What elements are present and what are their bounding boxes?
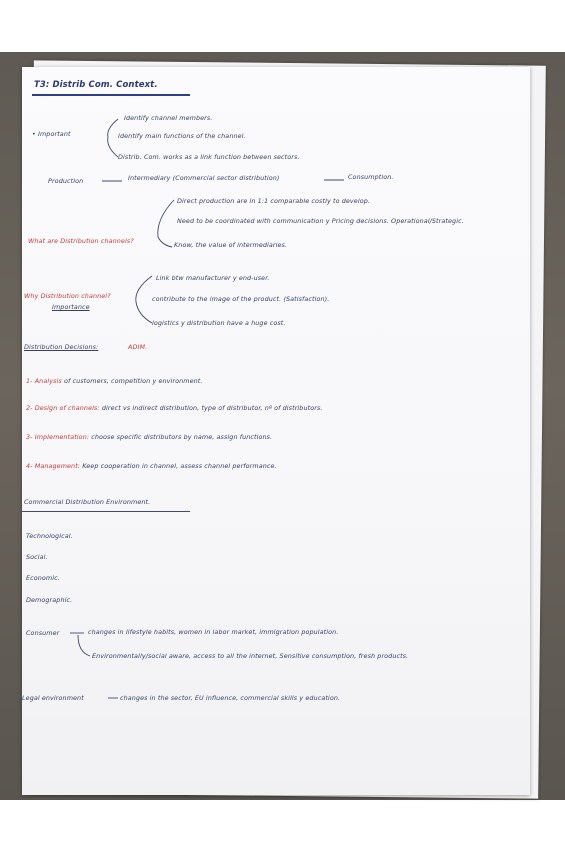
decision-key: 1- Analysis: [26, 377, 62, 385]
title-underline: [32, 94, 190, 96]
page-title: T3: Distrib Com. Context.: [34, 80, 158, 90]
environment-factor: Social.: [26, 553, 48, 561]
environment-underline: [22, 511, 190, 512]
important-item: Distrib. Com. works as a link function between sectors.: [118, 153, 300, 161]
environment-heading: Commercial Distribution Environment.: [24, 498, 151, 506]
why-label: Why Distribution channel?: [24, 292, 111, 300]
distribution-item: Need to be coordinated with communication y Pricing decisions. Operational/Strategic.: [177, 217, 464, 225]
background-bottom: [0, 800, 565, 848]
decision-text: Keep cooperation in channel, assess channel performance.: [82, 462, 277, 470]
important-item: Identify main functions of the channel.: [118, 132, 246, 140]
background-top: [0, 0, 565, 52]
decision-text: of customers, competition y environment.: [63, 377, 203, 385]
consumer-line: changes in lifestyle habits, women in labor market, immigration population.: [88, 628, 339, 636]
decision-text: direct vs indirect distribution, type of distributor, nº of distributors.: [101, 404, 323, 412]
bracket-distribution: [158, 200, 174, 247]
environment-factor: Demographic.: [26, 596, 73, 604]
why-item: logistics y distribution have a huge cost.: [152, 319, 286, 327]
legal-text: changes in the sector, EU influence, commercial skills y education.: [120, 694, 341, 702]
flow-consumption: Consumption.: [348, 173, 394, 181]
decision-text: choose specific distributors by name, assign functions.: [91, 433, 273, 441]
why-sublabel: Importance: [52, 303, 90, 311]
legal-label: Legal environment: [22, 694, 84, 702]
decisions-heading: Distribution Decisions:: [24, 343, 99, 351]
decisions-acronym: ADIM.: [128, 343, 148, 351]
consumer-label: Consumer: [26, 629, 60, 637]
distribution-item: Direct production are in 1:1 comparable costly to develop.: [177, 197, 371, 205]
bracket-important: [108, 119, 118, 157]
decision-item: [26, 377, 203, 385]
flow-production: Production: [48, 177, 84, 185]
distribution-item: Know, the value of intermediaries.: [174, 241, 288, 249]
consumer-line: Environmentally/social aware, access to all the internet, Sensitive consumption, fresh products.: [92, 652, 409, 660]
decision-key: 3- Implementation:: [26, 433, 90, 441]
decision-item: [26, 462, 277, 470]
bracket-why: [136, 276, 152, 323]
notes-page: [22, 67, 530, 795]
environment-factor: Economic.: [26, 574, 60, 582]
bracket-consumer: [78, 635, 90, 656]
decision-item: [26, 433, 272, 441]
environment-factor: Technological.: [26, 532, 73, 540]
distribution-label: What are Distribution channels?: [28, 237, 134, 245]
why-item: contribute to the image of the product. (Satisfaction).: [152, 295, 330, 303]
why-item: Link btw manufacturer y end-user.: [156, 274, 270, 282]
important-label: • Important: [32, 130, 71, 138]
flow-intermediary: Intermediary (Commercial sector distribution): [128, 174, 280, 182]
decision-item: [26, 404, 323, 412]
decision-key: 2- Design of channels:: [26, 404, 100, 412]
decision-key: 4- Management:: [26, 462, 81, 470]
important-item: Identify channel members.: [124, 114, 213, 122]
